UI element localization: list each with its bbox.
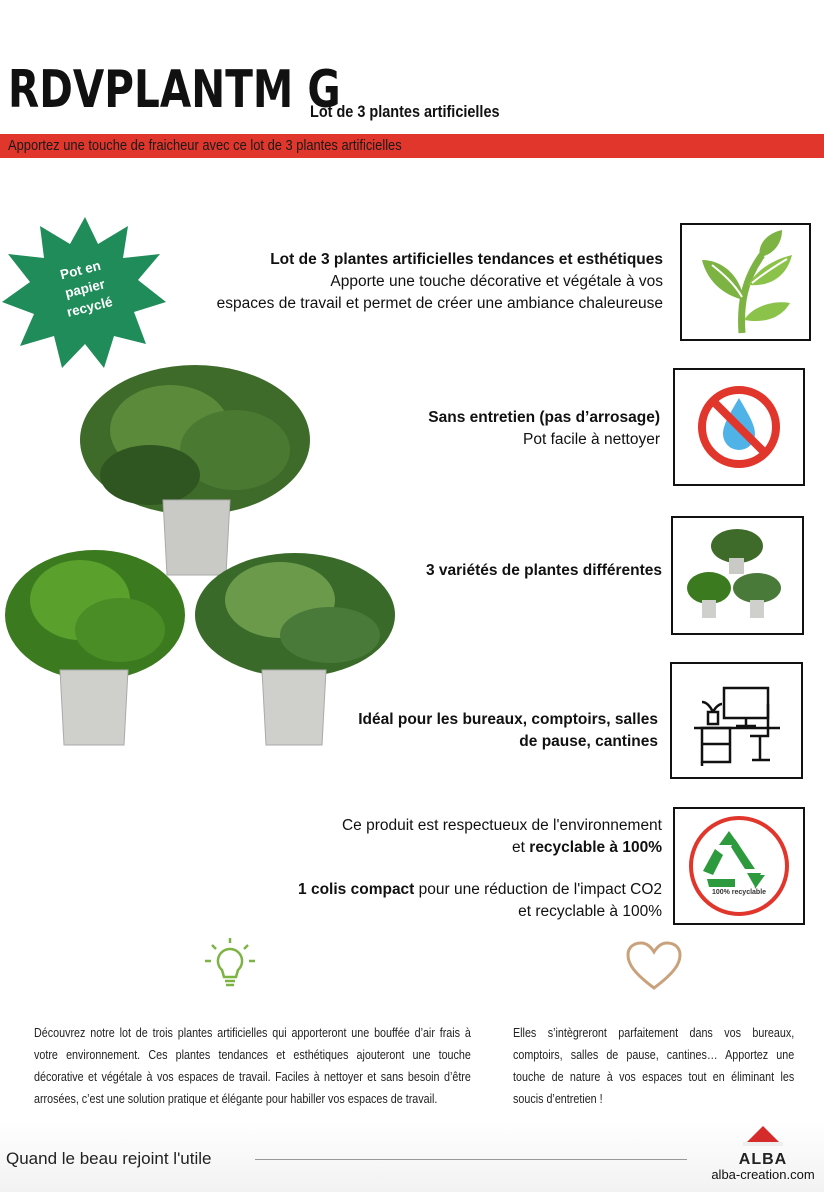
feature-5-line-3-bold: 1 colis compact <box>298 881 415 898</box>
recycle-icon <box>675 809 803 923</box>
feature-1-title: Lot de 3 plantes artificielles tendances et esthétiques <box>270 251 663 268</box>
brand-url: alba-creation.com <box>711 1167 815 1182</box>
feature-1-line-3: espaces de travail et permet de créer une ambiance chaleureuse <box>216 295 663 312</box>
feature-4-title: Idéal pour les bureaux, comptoirs, salles <box>358 711 658 728</box>
heart-icon <box>624 940 684 992</box>
recycle-badge-text: 100% recyclable <box>711 889 767 896</box>
feature-5-line-2-bold: recyclable à 100% <box>529 839 662 856</box>
feature-5-line-1: Ce produit est respectueux de l'environnement <box>341 817 662 834</box>
office-desk-icon-box <box>670 662 803 779</box>
leaves-icon-box <box>680 223 811 341</box>
feature-1-line-2: Apporte une touche décorative et végétale à vos <box>330 273 663 290</box>
feature-4-title-2: de pause, cantines <box>519 733 658 750</box>
badge-line-2: papier <box>63 276 107 301</box>
santa-hat-logo-icon <box>741 1124 785 1146</box>
product-subtitle: Lot de 3 plantes artificielles <box>310 102 500 121</box>
feature-5-line-2-pre: et <box>512 839 530 856</box>
recycle-icon-box <box>673 807 805 925</box>
leaves-icon <box>682 225 809 339</box>
lightbulb-icon <box>200 935 260 995</box>
footer-slogan: Quand le beau rejoint l'utile <box>6 1149 212 1168</box>
feature-no-maintenance <box>300 407 660 451</box>
feature-eco <box>250 815 662 923</box>
product-title: RDVPLANTM G <box>8 60 341 120</box>
feature-2-title: Sans entretien (pas d’arrosage) <box>428 409 660 426</box>
tagline-text: Apportez une touche de fraicheur avec ce lot de 3 plantes artificielles <box>8 137 402 154</box>
feature-5-line-3-rest: pour une réduction de l'impact CO2 <box>414 881 662 898</box>
feature-5-line-4: et recyclable à 100% <box>518 903 662 920</box>
no-water-icon-box <box>673 368 805 486</box>
no-water-icon <box>675 370 803 484</box>
description-right: Elles s’intègreront parfaitement dans vos bureaux, comptoirs, salles de pause, cantines… Apportez une touche de nature à vos espaces tout en éliminant les soucis d’entretien ! <box>513 1026 795 1106</box>
feature-varieties <box>330 560 662 582</box>
brand-name: ALBA <box>738 1151 788 1168</box>
plants-thumbnail-box <box>671 516 804 635</box>
badge-line-1: Pot en <box>58 257 103 283</box>
feature-aesthetic <box>150 249 663 315</box>
recycled-paper-badge <box>0 212 170 372</box>
description-left: Découvrez notre lot de trois plantes artificielles qui apporteront une bouffée d’air frais à votre environnement. Ces plantes tendances et esthétiques ajouteront une touche décorative et végétale à vos espaces de travail. Faciles à nettoyer et sans besoin d’être arrosées, c’est une solution pratique et élégante pour habiller vos espaces de travail. <box>34 1026 471 1106</box>
feature-2-line-2: Pot facile à nettoyer <box>523 431 660 448</box>
feature-ideal-for <box>300 709 658 753</box>
badge-line-3: recyclé <box>65 294 114 320</box>
feature-3-title: 3 variétés de plantes différentes <box>425 562 662 579</box>
plants-thumbnail <box>673 518 802 633</box>
brand-logo <box>708 1124 818 1182</box>
office-desk-icon <box>672 664 801 777</box>
footer-divider <box>255 1159 687 1160</box>
